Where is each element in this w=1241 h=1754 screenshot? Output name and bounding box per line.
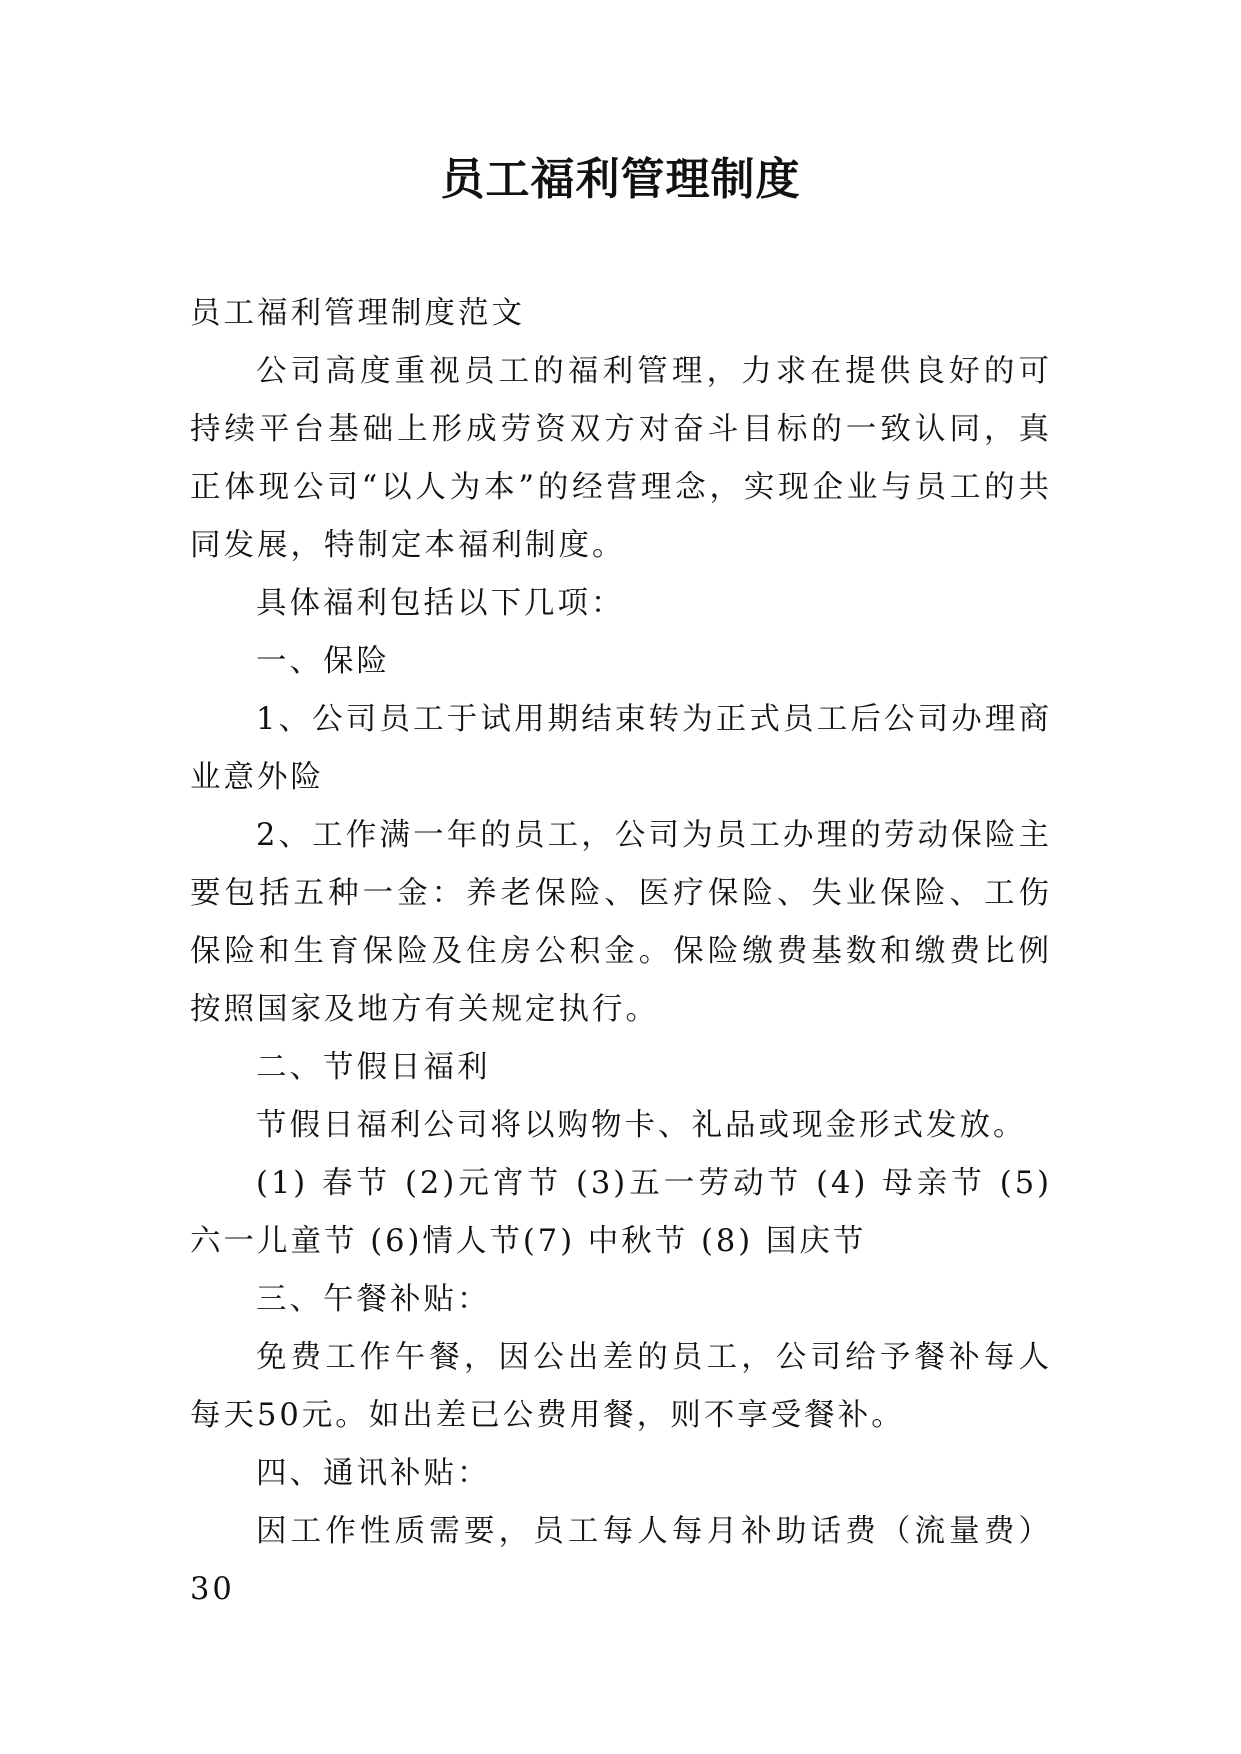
paragraph-list-intro: 具体福利包括以下几项： — [256, 586, 625, 621]
document-body — [190, 285, 1052, 1619]
section-heading-communication: 四、通讯补贴： — [256, 1456, 491, 1491]
paragraph-insurance-1: 1、公司员工于试用期结束转为正式员工后公司办理商业意外险 — [190, 702, 1052, 795]
paragraph-holiday-list: (1) 春节 (2)元宵节 (3)五一劳动节 (4) 母亲节 (5)六一儿童节 (6)情人节(7) 中秋节 (8) 国庆节 — [190, 1166, 1052, 1259]
paragraph-communication: 因工作性质需要，员工每人每月补助话费（流量费）30 — [190, 1514, 1052, 1607]
paragraph-insurance-2: 2、工作满一年的员工，公司为员工办理的劳动保险主要包括五种一金：养老保险、医疗保险、失业保险、工伤保险和生育保险及住房公积金。保险缴费基数和缴费比例按照国家及地方有关规定执行。 — [190, 818, 1052, 1027]
paragraph-intro: 公司高度重视员工的福利管理，力求在提供良好的可持续平台基础上形成劳资双方对奋斗目标的一致认同，真正体现公司“以人为本”的经营理念，实现企业与员工的共同发展，特制定本福利制度。 — [190, 354, 1052, 563]
paragraph-holidays: 节假日福利公司将以购物卡、礼品或现金形式发放。 — [256, 1108, 1027, 1143]
section-heading-lunch: 三、午餐补贴： — [256, 1282, 491, 1317]
section-heading-insurance: 一、保险 — [256, 644, 390, 679]
paragraph-subtitle: 员工福利管理制度范文 — [190, 296, 525, 331]
paragraph-lunch: 免费工作午餐，因公出差的员工，公司给予餐补每人每天50元。如出差已公费用餐，则不享受餐补。 — [190, 1340, 1052, 1433]
section-heading-holidays: 二、节假日福利 — [256, 1050, 491, 1085]
document-title: 员工福利管理制度 — [440, 154, 801, 205]
